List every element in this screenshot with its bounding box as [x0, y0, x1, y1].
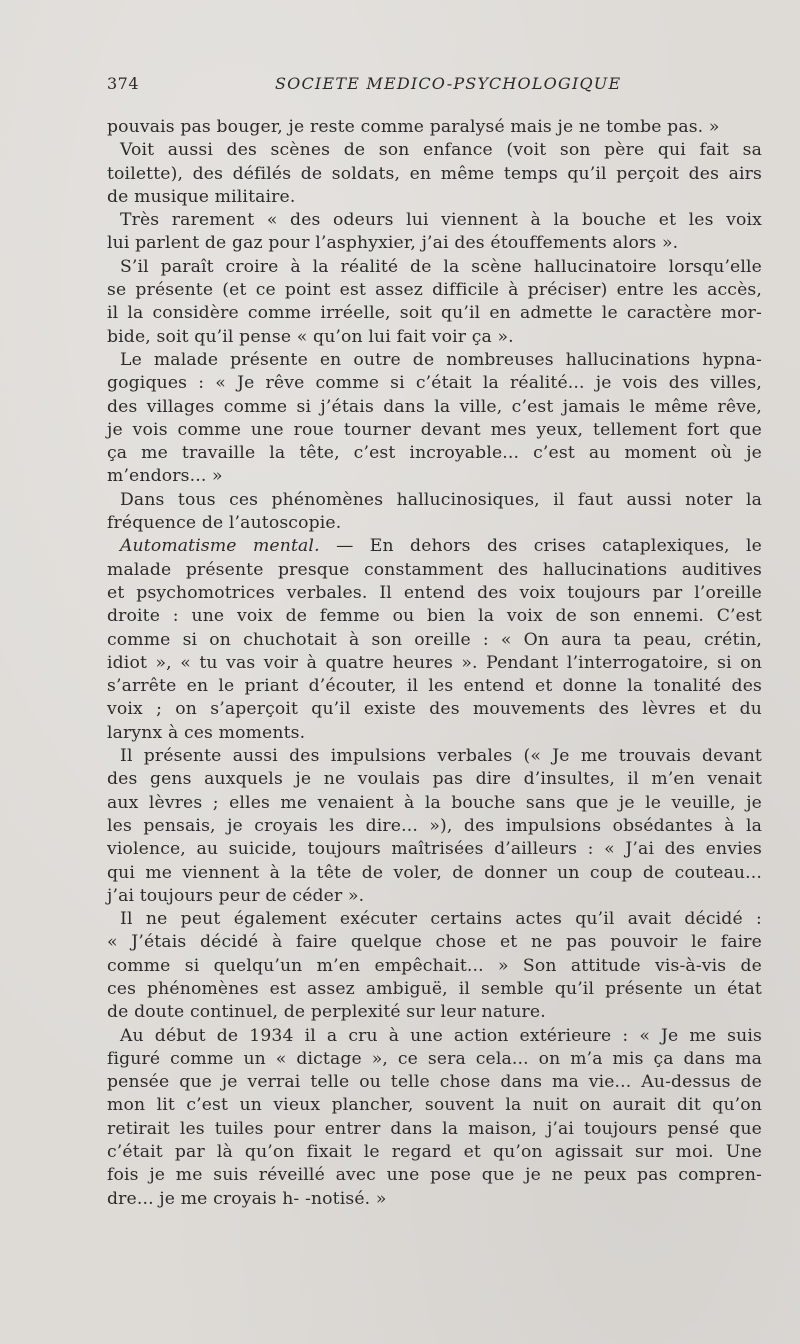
text-line: les pensais, je croyais les dire... »), des impulsions obsédantes à la — [107, 815, 762, 836]
text-line: m’endors... » — [107, 466, 223, 487]
text-line: il la considère comme irréelle, soit qu’il en admette le caractère mor- — [107, 303, 762, 324]
text-line: dre... je me croyais h- -notisé. » — [107, 1188, 387, 1209]
text-line: fois je me suis réveillé avec une pose que je ne peux pas compren- — [107, 1165, 762, 1186]
text-line: de doute continuel, de perplexité sur leur nature. — [107, 1002, 546, 1023]
text-line: — En dehors des crises cataplexiques, le — [336, 536, 762, 557]
text-line: je vois comme une roue tourner devant mes yeux, tellement fort que — [107, 419, 762, 440]
text-line: de musique militaire. — [107, 186, 296, 207]
text-line: qui me viennent à la tête de voler, de donner un coup de couteau... — [107, 862, 762, 883]
text-line: Dans tous ces phénomènes hallucinosiques, il faut aussi noter la — [120, 489, 762, 510]
text-line: Très rarement « des odeurs lui viennent à la bouche et les voix — [120, 210, 762, 231]
body-text — [107, 116, 762, 1211]
running-head — [107, 74, 762, 100]
text-line: violence, au suicide, toujours maîtrisées d’ailleurs : « J’ai des envies — [107, 839, 762, 860]
section-heading: Automatisme mental. — [120, 536, 320, 557]
text-line: droite : une voix de femme ou bien la voix de son ennemi. C’est — [107, 606, 762, 627]
text-line: fréquence de l’autoscopie. — [107, 513, 342, 534]
text-line: et psychomotrices verbales. Il entend des voix toujours par l’oreille — [107, 582, 762, 603]
text-line: comme si on chuchotait à son oreille : « On aura ta peau, crétin, — [107, 629, 762, 650]
text-line: aux lèvres ; elles me venaient à la bouche sans que je le veuille, je — [107, 792, 762, 813]
text-line: retirait les tuiles pour entrer dans la maison, j’ai toujours pensé que — [107, 1118, 762, 1139]
text-line: comme si quelqu’un m’en empêchait... » Son attitude vis-à-vis de — [107, 955, 762, 976]
text-line: larynx à ces moments. — [107, 722, 306, 743]
page-number: 374 — [107, 74, 140, 93]
text-line: des villages comme si j’étais dans la ville, c’est jamais le même rêve, — [107, 396, 762, 417]
text-line: ça me travaille la tête, c’est incroyable... c’est au moment où je — [107, 443, 762, 464]
text-line: des gens auxquels je ne voulais pas dire d’insultes, il m’en venait — [107, 769, 762, 790]
text-line: pouvais pas bouger, je reste comme paralysé mais je ne tombe pas. » — [107, 117, 720, 137]
text-line: gogiques : « Je rêve comme si c’était la réalité... je vois des villes, — [107, 373, 762, 394]
text-line: se présente (et ce point est assez difficile à préciser) entre les accès, — [107, 280, 762, 301]
text-line: « J’étais décidé à faire quelque chose et ne pas pouvoir le faire — [107, 932, 762, 953]
text-line-with-heading — [107, 535, 762, 558]
text-line: Il présente aussi des impulsions verbales (« Je me trouvais devant — [120, 746, 762, 767]
text-line: Le malade présente en outre de nombreuses hallucinations hypna- — [120, 349, 762, 370]
text-line: Au début de 1934 il a cru à une action extérieure : « Je me suis — [120, 1025, 762, 1046]
text-line: malade présente presque constamment des hallucinations auditives — [107, 559, 762, 580]
text-line: bide, soit qu’il pense « qu’on lui fait voir ça ». — [107, 326, 514, 347]
text-line: j’ai toujours peur de céder ». — [107, 885, 365, 906]
text-line: toilette), des défilés de soldats, en même temps qu’il perçoit des airs — [107, 163, 762, 184]
text-line: figuré comme un « dictage », ce sera cela... on m’a mis ça dans ma — [107, 1048, 762, 1069]
text-line: mon lit c’est un vieux plancher, souvent la nuit on aurait dit qu’on — [107, 1095, 762, 1116]
text-line: s’arrête en le priant d’écouter, il les entend et donne la tonalité des — [107, 676, 762, 697]
text-line: Voit aussi des scènes de son enfance (voit son père qui fait sa — [120, 140, 762, 161]
journal-title: SOCIETE MEDICO-PSYCHOLOGIQUE — [275, 74, 622, 93]
text-line: voix ; on s’aperçoit qu’il existe des mouvements des lèvres et du — [107, 699, 762, 720]
text-line: ces phénomènes est assez ambiguë, il semble qu’il présente un état — [107, 978, 762, 999]
text-line: lui parlent de gaz pour l’asphyxier, j’ai des étouffements alors ». — [107, 233, 679, 254]
text-line: S’il paraît croire à la réalité de la scène hallucinatoire lorsqu’elle — [120, 256, 762, 277]
text-line: pensée que je verrai telle ou telle chose dans ma vie... Au-dessus de — [107, 1072, 762, 1093]
text-line: c’était par là qu’on fixait le regard et qu’on agissait sur moi. Une — [107, 1142, 762, 1163]
text-line: Il ne peut également exécuter certains actes qu’il avait décidé : — [120, 909, 762, 930]
text-line: idiot », « tu vas voir à quatre heures ». Pendant l’interrogatoire, si on — [107, 652, 762, 673]
